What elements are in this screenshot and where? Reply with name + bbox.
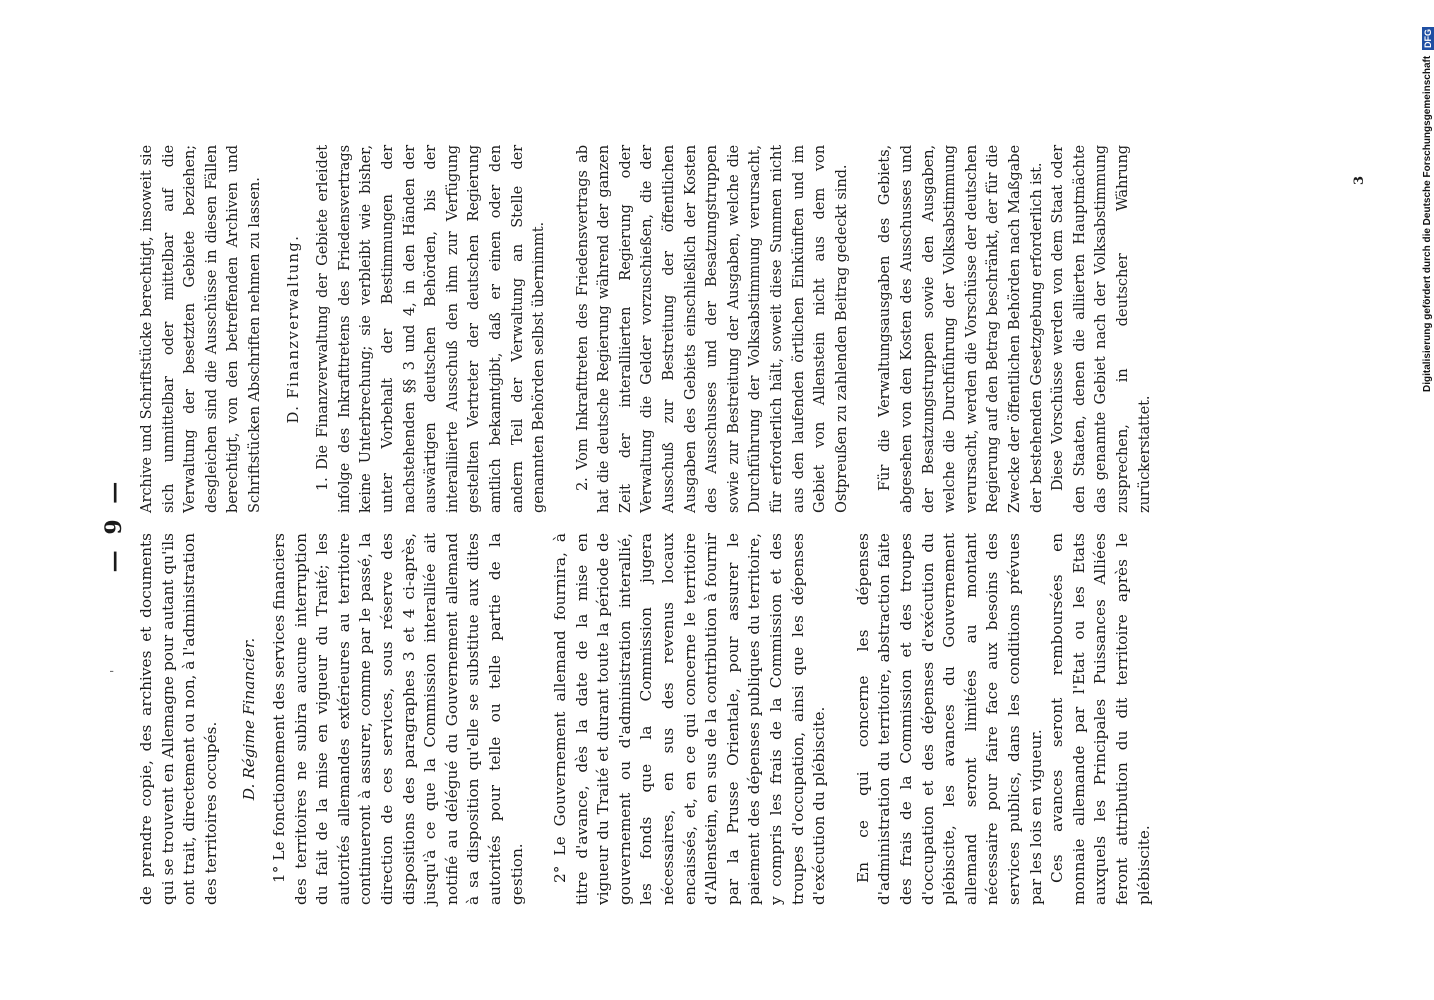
german-paragraph-2: 2. Vom Inkrafttreten des Friedensvertrags ab hat die deutsche Regierung während der ganzen Zeit der interalliierten Regierung oder Verwaltung die Gelder vorzuschießen, die der Ausschuß zur Bestreitung der öffentlichen Ausgaben des Gebiets einschließlich der Kosten des Ausschusses und der Besatzungstruppen sowie zur Bestreitung der Ausgaben, welche die Durchführung der Volksabstimmung verursacht, für erforderlich hält, soweit diese Summen nicht aus den laufenden örtlichen Einkünften und im Gebiet von Allenstein nicht aus dem von Ostpreußen zu zahlenden Beitrag gedeckt sind. (573, 145, 850, 513)
german-paragraph-1: 1. Die Finanzverwaltung der Gebiete erleidet infolge des Inkrafttretens des Friedensvertrags keine Unterbrechung; sie verbleibt wie bisher, unter Vorbehalt der Bestimmungen der nachstehenden §§ 3 und 4, in den Händen der auswärtigen deutschen Behörden, bis der interalliierte Ausschuß den ihm zur Verfügung gestellten Vertreter der deutschen Regierung amtlich bekanntgibt, daß er einen oder den andern Teil der Verwaltung an Stelle der genannten Behörden selbst übernimmt. (314, 145, 548, 513)
tick-mark: ' (108, 669, 122, 673)
french-paragraph-3: En ce qui concerne les dépenses d'administration du territoire, abstraction faite des frais de la Commission et des troupes d'occupation et des dépenses d'exécution du plébiscite, les avances du Gouvernement allemand seront limitées au montant nécessaire pour faire face aux besoins des services publics, dans les conditions prévues par les lois en vigueur. (853, 533, 1045, 905)
french-paragraph-4: Ces avances seront remboursées en monnaie allemande par l'Etat ou les Etats auxquels les Principales Puissances Alliées feront attribution du dit territoire après le plébiscite. (1048, 533, 1153, 905)
german-section-heading: D. Finanzverwaltung. (284, 234, 302, 424)
running-head: — 9 — (101, 477, 127, 573)
french-continued-paragraph: de prendre copie, des archives et documents qui se trouvent en Allemagne pour autant qu'ils ont trait, directement ou non, à l'administration des territoires occupés. (137, 533, 220, 905)
french-paragraph-1: 1° Le fonctionnement des services financiers des territoires ne subira aucune interruption du fait de la mise en vigueur du Traité; les autorités allemandes extérieures au territoire continueront à assurer, comme par le passé, la direction de ces services, sous réserve des dispositions des paragraphes 3 et 4 ci-après, jusqu'à ce que la Commission interalliée ait notifié au délégué du Gouvernement allemand à sa disposition qu'elle se substitue aux dites autorités pour telle ou telle partie de la gestion. (269, 533, 526, 905)
french-section-heading: D. Régime Financier. (240, 637, 259, 801)
page-folio: 3 (1352, 175, 1367, 185)
german-paragraph-3: Für die Verwaltungsausgaben des Gebiets, abgesehen von den Kosten des Ausschusses und der Besatzungstruppen sowie den Ausgaben, welche die Durchführung der Volksabstimmung verursacht, werden die Vorschüsse der deutschen Regierung auf den Betrag beschränkt, der für die Zwecke der öffentlichen Behörden nach Maßgabe der bestehenden Gesetzgebung erforderlich ist. (876, 145, 1045, 513)
dfg-logo-icon: DFG (1423, 29, 1433, 49)
french-column (136, 533, 1155, 905)
german-paragraph-4: Diese Vorschüsse werden von dem Staat oder den Staaten, denen die alliierten Hauptmächte das genannte Gebiet nach der Volksabstimmung zusprechen, in deutscher Währung zurückerstattet. (1049, 145, 1153, 513)
rotated-book-page (100, 145, 1400, 905)
credit-text: Digitalisierung gefördert durch die Deutsche Forschungsgemeinschaft (1422, 55, 1433, 392)
digitization-credit (1422, 29, 1433, 393)
french-paragraph-2: 2° Le Gouvernement allemand fournira, à titre d'avance, dès la date de la mise en vigueur du Traité et durant toute la période de gouvernement ou d'administration interallié, les fonds que la Commission jugera nécessaires, en sus des revenus locaux encaissés, et, en ce qui concerne le territoire d'Allenstein, en sus de la contribution à fournir par la Prusse Orientale, pour assurer le paiement des dépenses publiques du territoire, y compris les frais de la Commission et des troupes d'occupation, ainsi que les dépenses d'exécution du plébiscite. (551, 533, 829, 905)
german-continued-paragraph: Archive und Schriftstücke berechtigt, insoweit sie sich unmittelbar oder mittelbar auf die Verwaltung der besetzten Gebiete beziehen; desgleichen sind die Ausschüsse in diesen Fällen berechtigt, von den betreffenden Archiven und Schriftstücken Abschriften nehmen zu lassen. (138, 145, 263, 513)
german-column (136, 145, 1155, 513)
